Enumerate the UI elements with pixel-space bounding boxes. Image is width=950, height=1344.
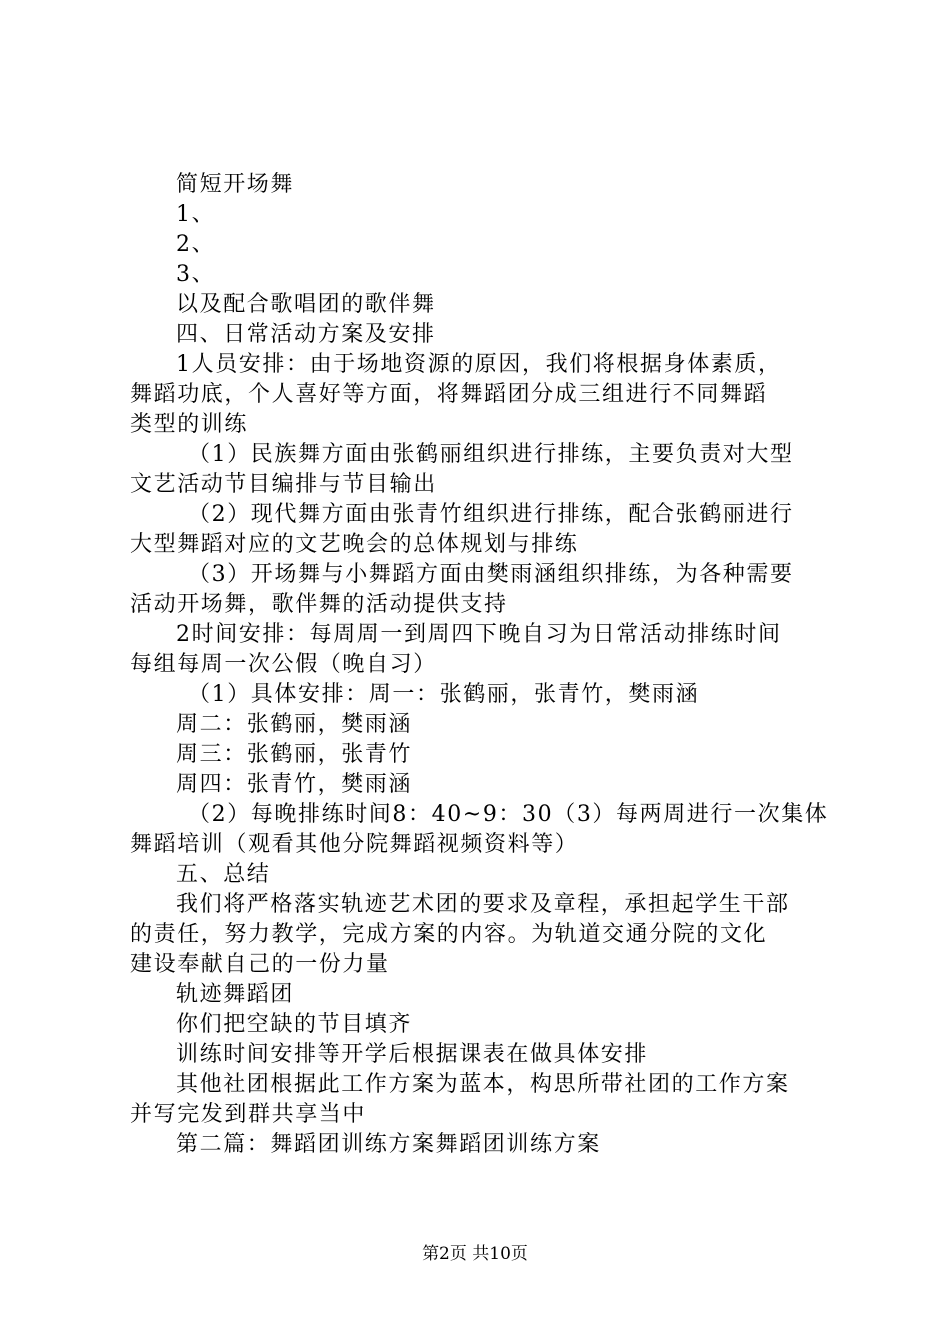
text-line: 简短开场舞 xyxy=(176,172,295,197)
text-line: （2）现代舞方面由张青竹组织进行排练，配合张鹤丽进行 xyxy=(188,502,794,527)
text-line: 周三：张鹤丽，张青竹 xyxy=(176,742,413,767)
text-line: 轨迹舞蹈团 xyxy=(176,982,295,1007)
text-line: 2时间安排：每周周一到周四下晚自习为日常活动排练时间 xyxy=(176,622,782,647)
text-line: 周二：张鹤丽，樊雨涵 xyxy=(176,712,413,737)
text-line: （2）每晚排练时间8：40~9：30（3）每两周进行一次集体 xyxy=(188,802,829,827)
section-heading: 第二篇：舞蹈团训练方案舞蹈团训练方案 xyxy=(176,1132,601,1157)
text-line: 其他社团根据此工作方案为蓝本，构思所带社团的工作方案 xyxy=(176,1072,790,1097)
text-line: 舞蹈功底，个人喜好等方面，将舞蹈团分成三组进行不同舞蹈 xyxy=(130,382,768,407)
text-line: 以及配合歌唱团的歌伴舞 xyxy=(176,292,436,317)
text-line: 的责任，努力教学，完成方案的内容。为轨道交通分院的文化 xyxy=(130,922,768,947)
document-body xyxy=(130,170,840,1160)
page-footer: 第2页 共10页 xyxy=(422,1244,528,1264)
text-line: 你们把空缺的节目填齐 xyxy=(176,1012,413,1037)
section-heading: 四、日常活动方案及安排 xyxy=(176,322,436,347)
text-line: 周四：张青竹，樊雨涵 xyxy=(176,772,413,797)
text-line: 1人员安排：由于场地资源的原因，我们将根据身体素质， xyxy=(176,352,782,377)
text-line: 类型的训练 xyxy=(130,412,249,437)
text-line: 训练时间安排等开学后根据课表在做具体安排 xyxy=(176,1042,649,1067)
section-heading: 五、总结 xyxy=(176,862,271,887)
text-line: 1、 xyxy=(176,202,216,227)
text-line: 2、 xyxy=(176,232,216,257)
text-line: 大型舞蹈对应的文艺晚会的总体规划与排练 xyxy=(130,532,579,557)
text-line: （1）民族舞方面由张鹤丽组织进行排练，主要负责对大型 xyxy=(188,442,794,467)
text-line: 每组每周一次公假（晚自习） xyxy=(130,652,437,677)
text-line: 3、 xyxy=(176,262,216,287)
text-line: （1）具体安排：周一：张鹤丽，张青竹，樊雨涵 xyxy=(188,682,700,707)
text-line: 我们将严格落实轨迹艺术团的要求及章程，承担起学生干部 xyxy=(176,892,790,917)
text-line: （3）开场舞与小舞蹈方面由樊雨涵组织排练，为各种需要 xyxy=(188,562,794,587)
text-line: 活动开场舞，歌伴舞的活动提供支持 xyxy=(130,592,508,617)
text-line: 建设奉献自己的一份力量 xyxy=(130,952,390,977)
text-line: 并写完发到群共享当中 xyxy=(130,1102,367,1127)
text-line: 舞蹈培训（观看其他分院舞蹈视频资料等） xyxy=(130,832,579,857)
text-line: 文艺活动节目编排与节目输出 xyxy=(130,472,437,497)
